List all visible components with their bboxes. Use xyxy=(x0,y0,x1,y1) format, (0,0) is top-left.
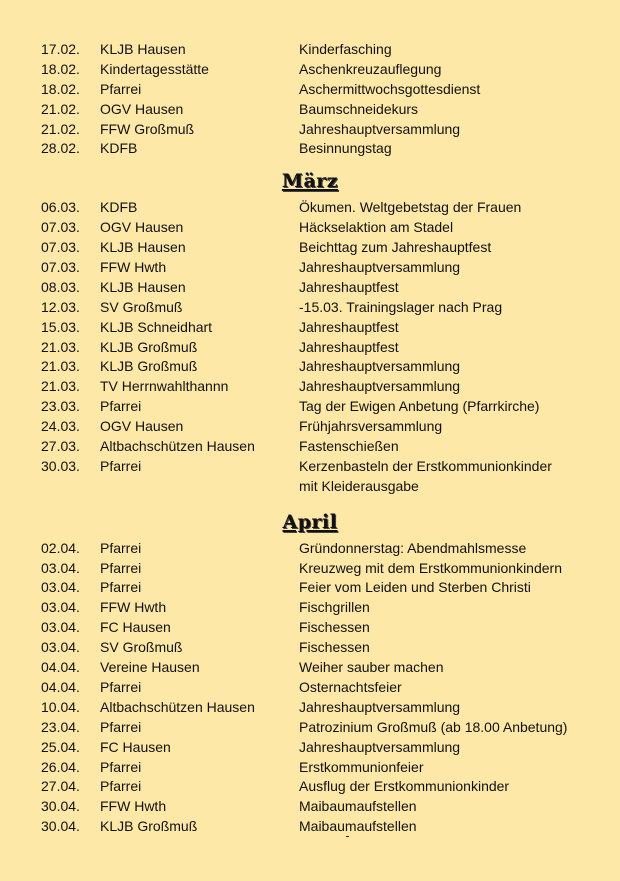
calendar-row xyxy=(0,80,620,100)
entry-organization: Pfarrei xyxy=(100,539,142,556)
month-heading-maerz: März xyxy=(281,170,339,193)
calendar-row xyxy=(0,638,620,658)
calendar-row xyxy=(0,357,620,377)
calendar-row xyxy=(0,139,620,159)
calendar-row xyxy=(0,477,620,497)
entry-date: 30.04. xyxy=(41,818,80,835)
entry-organization: KLJB Hausen xyxy=(100,278,186,295)
entry-organization: KLJB Hausen xyxy=(100,239,186,256)
entry-date: 21.03. xyxy=(41,358,80,375)
entry-event: Aschermittwochsgottesdienst xyxy=(299,80,481,97)
entry-event: Fischgrillen xyxy=(299,599,370,616)
entry-event: Frühjahrsversammlung xyxy=(299,418,443,435)
entry-organization: Pfarrei xyxy=(100,457,142,474)
entry-event: Häckselaktion am Stadel xyxy=(299,219,454,236)
entry-date: 03.04. xyxy=(41,579,80,596)
calendar-row xyxy=(0,678,620,698)
entry-date: 26.04. xyxy=(41,758,80,775)
calendar-row xyxy=(0,40,620,60)
entry-date: 07.03. xyxy=(41,239,80,256)
entry-date: 03.04. xyxy=(41,599,80,616)
calendar-row xyxy=(0,120,620,140)
entry-organization: Pfarrei xyxy=(100,579,142,596)
entry-date: 21.03. xyxy=(41,338,80,355)
calendar-row xyxy=(0,338,620,358)
entry-date: 10.04. xyxy=(41,698,80,715)
entry-event: Fischessen xyxy=(299,619,370,636)
entry-event: Jahreshauptversammlung xyxy=(299,378,461,395)
entry-event: Fischessen xyxy=(299,639,370,656)
calendar-row xyxy=(0,797,620,817)
entry-event: mit Kleiderausgabe xyxy=(299,477,419,494)
entry-event: Jahreshauptversammlung xyxy=(299,698,461,715)
calendar-row xyxy=(0,258,620,278)
entry-event: Kinderfasching xyxy=(299,41,392,57)
entry-event: Feier vom Leiden und Sterben Christi xyxy=(299,579,531,596)
entry-organization: Kindertagesstätte xyxy=(100,60,209,77)
entry-date: 21.02. xyxy=(41,100,80,117)
entry-event: Jahreshauptversammlung xyxy=(299,259,461,276)
entry-event: Jahreshauptfest xyxy=(299,278,399,295)
entry-event: Baumschneidekurs xyxy=(299,100,419,117)
entry-event: Tag der Ewigen Anbetung (Pfarrkirche) xyxy=(299,398,540,415)
entry-event: Gründonnerstag: Abendmahlsmesse xyxy=(299,539,527,556)
entry-date: 02.04. xyxy=(41,539,80,556)
calendar-row xyxy=(0,100,620,120)
calendar-row xyxy=(0,377,620,397)
entry-organization: FC Hausen xyxy=(100,619,171,636)
calendar-row xyxy=(0,397,620,417)
calendar-row xyxy=(0,238,620,258)
entry-event: Ökumen. Weltgebetstag der Frauen xyxy=(299,199,522,216)
calendar-row xyxy=(0,618,620,638)
calendar-row xyxy=(0,60,620,80)
entry-organization: Pfarrei xyxy=(100,559,142,576)
entry-date: 27.03. xyxy=(41,438,80,455)
calendar-page xyxy=(0,40,620,837)
entry-organization: Pfarrei xyxy=(100,678,142,695)
section-february xyxy=(0,40,620,159)
entry-organization: KLJB Schneidhart xyxy=(100,318,213,335)
entry-date: 24.03. xyxy=(41,418,80,435)
entry-organization: KLJB Großmuß xyxy=(100,358,198,375)
entry-date: 03.04. xyxy=(41,639,80,656)
entry-organization: FFW Hwth xyxy=(100,599,167,616)
calendar-row xyxy=(0,658,620,678)
calendar-row xyxy=(0,218,620,238)
entry-date: 21.03. xyxy=(41,378,80,395)
calendar-row xyxy=(0,437,620,457)
entry-event: Osternachtsfeier xyxy=(299,678,402,695)
entry-date: 03.04. xyxy=(41,559,80,576)
entry-event: Ausflug der Erstkommunionkinder xyxy=(299,778,510,795)
entry-date: 28.02. xyxy=(41,140,80,157)
page-mark xyxy=(346,836,349,837)
entry-date: 27.04. xyxy=(41,778,80,795)
entry-date: 04.04. xyxy=(41,659,80,676)
entry-organization: KDFB xyxy=(100,140,138,157)
entry-event: Beichttag zum Jahreshauptfest xyxy=(299,239,492,256)
entry-date: 23.04. xyxy=(41,718,80,735)
calendar-row xyxy=(0,718,620,738)
entry-organization: SV Großmuß xyxy=(100,639,183,656)
entry-date: 08.03. xyxy=(41,278,80,295)
calendar-row xyxy=(0,698,620,718)
entry-organization: OGV Hausen xyxy=(100,219,184,236)
calendar-row xyxy=(0,318,620,338)
entry-date: 07.03. xyxy=(41,219,80,236)
entry-organization: KLJB Hausen xyxy=(100,41,186,57)
entry-organization: OGV Hausen xyxy=(100,418,184,435)
entry-organization: SV Großmuß xyxy=(100,298,183,315)
entry-date: 21.02. xyxy=(41,120,80,137)
entry-event: Erstkommunionfeier xyxy=(299,758,424,775)
entry-date: 15.03. xyxy=(41,318,80,335)
entry-event: Kerzenbasteln der Erstkommunionkinder xyxy=(299,457,552,474)
entry-date: 30.03. xyxy=(41,457,80,474)
entry-date: 12.03. xyxy=(41,298,80,315)
section-april xyxy=(0,539,620,837)
calendar-row xyxy=(0,417,620,437)
entry-date: 18.02. xyxy=(41,60,80,77)
calendar-row xyxy=(0,198,620,218)
entry-event: Patrozinium Großmuß (ab 18.00 Anbetung) xyxy=(299,718,568,735)
entry-date: 25.04. xyxy=(41,738,80,755)
calendar-row xyxy=(0,758,620,778)
calendar-row xyxy=(0,457,620,477)
entry-event: Aschenkreuzauflegung xyxy=(299,60,442,77)
calendar-row xyxy=(0,578,620,598)
calendar-row xyxy=(0,777,620,797)
entry-organization: Pfarrei xyxy=(100,398,142,415)
entry-organization: Altbachschützen Hausen xyxy=(100,438,255,455)
entry-organization: KLJB Großmuß xyxy=(100,818,198,835)
entry-organization: TV Herrnwahlthannn xyxy=(100,378,229,395)
entry-event: -15.03. Trainingslager nach Prag xyxy=(299,298,503,315)
entry-organization: FFW Hwth xyxy=(100,259,167,276)
entry-event: Besinnungstag xyxy=(299,140,392,157)
calendar-row xyxy=(0,278,620,298)
entry-date: 23.03. xyxy=(41,398,80,415)
calendar-row xyxy=(0,738,620,758)
entry-organization: Altbachschützen Hausen xyxy=(100,698,255,715)
entry-organization: KDFB xyxy=(100,199,138,216)
entry-date: 30.04. xyxy=(41,798,80,815)
calendar-row xyxy=(0,298,620,318)
month-heading-april: April xyxy=(282,510,338,533)
entry-date: 03.04. xyxy=(41,619,80,636)
entry-event: Jahreshauptfest xyxy=(299,338,399,355)
entry-organization: FFW Großmuß xyxy=(100,120,195,137)
entry-organization: Pfarrei xyxy=(100,758,142,775)
entry-event: Weiher sauber machen xyxy=(299,659,444,676)
entry-event: Maibaumaufstellen xyxy=(299,818,417,835)
calendar-row xyxy=(0,598,620,618)
calendar-row xyxy=(0,559,620,579)
entry-organization: OGV Hausen xyxy=(100,100,184,117)
entry-date: 06.03. xyxy=(41,199,80,216)
entry-organization: KLJB Großmuß xyxy=(100,338,198,355)
entry-organization: FFW Hwth xyxy=(100,798,167,815)
calendar-row xyxy=(0,817,620,837)
entry-event: Fastenschießen xyxy=(299,438,399,455)
entry-date: 07.03. xyxy=(41,259,80,276)
entry-organization: Pfarrei xyxy=(100,718,142,735)
calendar-row xyxy=(0,539,620,559)
entry-event: Jahreshauptversammlung xyxy=(299,738,461,755)
entry-event: Jahreshauptversammlung xyxy=(299,120,461,137)
entry-event: Kreuzweg mit dem Erstkommunionkindern xyxy=(299,559,562,576)
entry-organization: Vereine Hausen xyxy=(100,659,200,676)
section-maerz xyxy=(0,198,620,496)
entry-date: 04.04. xyxy=(41,678,80,695)
entry-organization: Pfarrei xyxy=(100,80,142,97)
entry-date: 18.02. xyxy=(41,80,80,97)
entry-event: Jahreshauptversammlung xyxy=(299,358,461,375)
entry-organization: FC Hausen xyxy=(100,738,171,755)
entry-event: Maibaumaufstellen xyxy=(299,798,417,815)
entry-organization: Pfarrei xyxy=(100,778,142,795)
entry-date: 17.02. xyxy=(41,41,80,57)
entry-event: Jahreshauptfest xyxy=(299,318,399,335)
